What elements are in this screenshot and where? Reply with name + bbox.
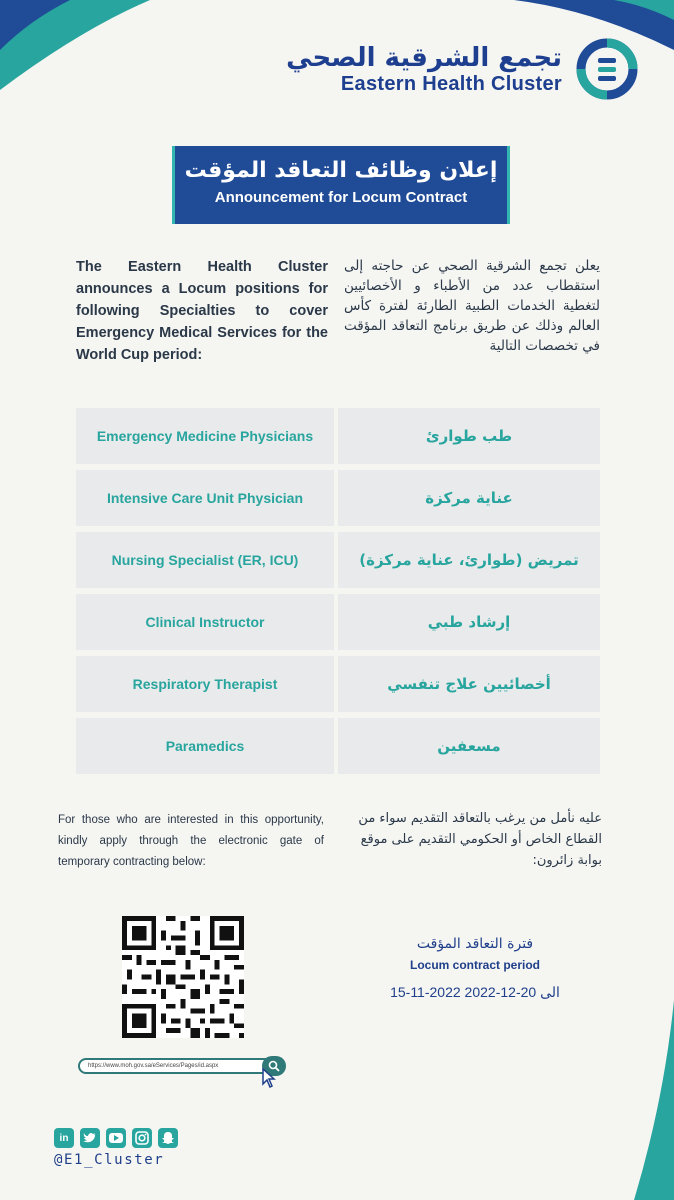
specialty-english: Emergency Medicine Physicians — [76, 408, 334, 464]
specialty-arabic: مسعفين — [338, 718, 600, 774]
pointer-cursor-icon — [262, 1068, 276, 1088]
specialty-row — [76, 594, 600, 650]
org-name-english: Eastern Health Cluster — [340, 72, 562, 95]
cluster-logo-icon — [576, 38, 638, 100]
youtube-icon[interactable] — [106, 1128, 126, 1148]
specialty-arabic: تمريض (طوارئ، عناية مركزة) — [338, 532, 600, 588]
period-title-english: Locum contract period — [409, 958, 540, 972]
contract-period — [370, 936, 580, 1001]
apply-instructions-arabic: عليه نأمل من يرغب بالتعاقد التقديم سواء من القطاع الخاص أو الحكومي التقديم على موقع بوابة زائرون: — [358, 811, 602, 868]
specialty-arabic: طب طوارئ — [338, 408, 600, 464]
specialty-english: Respiratory Therapist — [76, 656, 334, 712]
specialty-english: Paramedics — [76, 718, 334, 774]
header-logo — [286, 38, 638, 100]
specialties-table — [76, 408, 600, 780]
specialty-row — [76, 656, 600, 712]
title-banner — [172, 146, 510, 224]
specialty-english: Clinical Instructor — [76, 594, 334, 650]
social-handle: @E1_Cluster — [54, 1152, 165, 1168]
intro-arabic: يعلن تجمع الشرقية الصحي عن حاجته إلى استقطاب عدد من الأطباء و الأخصائيين لتغطية الخدمات الطبية الطارئة لفترة كأس العالم وذلك عن طريق برنامج التعاقد المؤقت في تخصصات التالية — [344, 258, 600, 354]
corner-decoration-top-left — [0, 0, 160, 90]
specialty-english: Intensive Care Unit Physician — [76, 470, 334, 526]
title-english: Announcement for Locum Contract — [214, 189, 468, 206]
linkedin-icon[interactable]: in — [54, 1128, 74, 1148]
instagram-icon[interactable] — [132, 1128, 152, 1148]
period-title-arabic: فترة التعاقد المؤقت — [416, 936, 534, 952]
specialty-row — [76, 718, 600, 774]
specialty-row — [76, 532, 600, 588]
url-field[interactable]: https://www.moh.gov.sa/eServices/Pages/id.aspx — [78, 1058, 282, 1074]
social-links — [54, 1128, 178, 1148]
specialty-arabic: عناية مركزة — [338, 470, 600, 526]
qr-code[interactable] — [122, 916, 244, 1038]
specialty-row — [76, 408, 600, 464]
twitter-icon[interactable] — [80, 1128, 100, 1148]
specialty-row — [76, 470, 600, 526]
specialty-arabic: إرشاد طبي — [338, 594, 600, 650]
intro-english: The Eastern Health Cluster announces a Locum positions for following Specialties to cover Emergency Medical Services for the World Cup period: — [76, 259, 328, 363]
apply-instructions-english: For those who are interested in this opportunity, kindly apply through the electronic gate of temporary contracting below: — [58, 814, 324, 868]
org-name-arabic: تجمع الشرقية الصحي — [286, 42, 562, 73]
specialty-arabic: أخصائيين علاج تنفسي — [338, 656, 600, 712]
title-arabic: إعلان وظائف التعاقد المؤقت — [184, 158, 498, 183]
corner-decoration-bottom-right — [634, 1000, 674, 1200]
specialty-english: Nursing Specialist (ER, ICU) — [76, 532, 334, 588]
snapchat-icon[interactable] — [158, 1128, 178, 1148]
period-dates: 15-11-2022 الى 20-12-2022 — [390, 984, 560, 1000]
